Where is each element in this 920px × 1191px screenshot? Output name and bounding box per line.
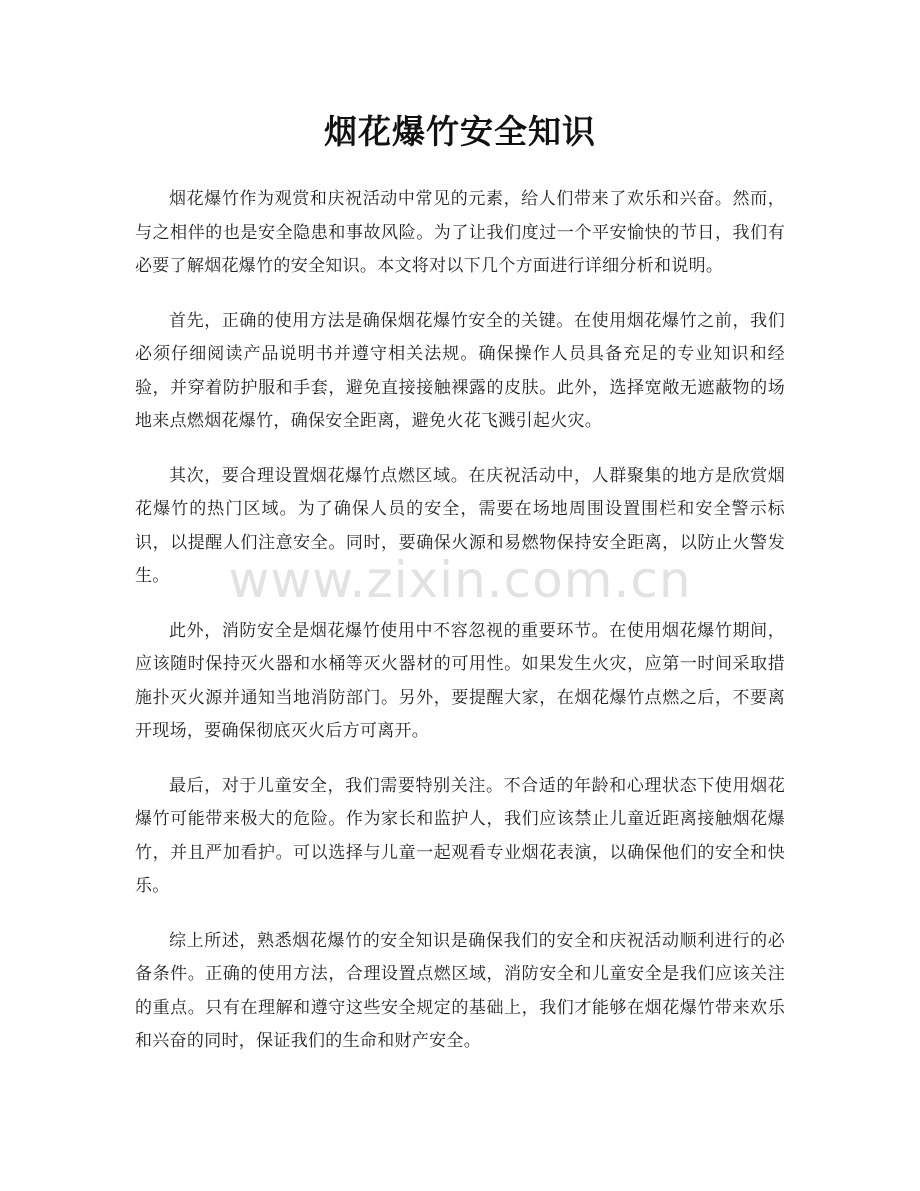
paragraph-fire-safety: 此外，消防安全是烟花爆竹使用中不容忽视的重要环节。在使用烟花爆竹期间，应该随时保持灭火器和水桶等灭火器材的可用性。如果发生火灾，应第一时间采取措施扑灭火源并通知当地消防部门。另外，要提醒大家，在烟花爆竹点燃之后，不要离开现场，要确保彻底灭火后方可离开。 [135, 620, 785, 741]
paragraph-intro: 烟花爆竹作为观赏和庆祝活动中常见的元素，给人们带来了欢乐和兴奋。然而，与之相伴的也是安全隐患和事故风险。为了让我们度过一个平安愉快的节日，我们有必要了解烟花爆竹的安全知识。本文将对以下几个方面进行详细分析和说明。 [135, 189, 785, 276]
document-title: 烟花爆竹安全知识 [324, 112, 596, 151]
paragraph-conclusion: 综上所述，熟悉烟花爆竹的安全知识是确保我们的安全和庆祝活动顺利进行的必备条件。正确的使用方法，合理设置点燃区域，消防安全和儿童安全是我们应该关注的重点。只有在理解和遵守这些安全规定的基础上，我们才能够在烟花爆竹带来欢乐和兴奋的同时，保证我们的生命和财产安全。 [135, 930, 785, 1051]
paragraph-usage: 首先，正确的使用方法是确保烟花爆竹安全的关键。在使用烟花爆竹之前，我们必须仔细阅读产品说明书并遵守相关法规。确保操作人员具备充足的专业知识和经验，并穿着防护服和手套，避免直接接触裸露的皮肤。此外，选择宽敞无遮蔽物的场地来点燃烟花爆竹，确保安全距离，避免火花飞溅引起火灾。 [135, 310, 785, 431]
paragraph-child-safety: 最后，对于儿童安全，我们需要特别关注。不合适的年龄和心理状态下使用烟花爆竹可能带来极大的危险。作为家长和监护人，我们应该禁止儿童近距离接触烟花爆竹，并且严加看护。可以选择与儿童一起观看专业烟花表演，以确保他们的安全和快乐。 [135, 775, 785, 896]
document-body [135, 183, 785, 1080]
paragraph-area: 其次，要合理设置烟花爆竹点燃区域。在庆祝活动中，人群聚集的地方是欣赏烟花爆竹的热门区域。为了确保人员的安全，需要在场地周围设置围栏和安全警示标识，以提醒人们注意安全。同时，要确保火源和易燃物保持安全距离，以防止火警发生。 [135, 465, 785, 586]
watermark: www.zixin.com.cn [228, 551, 692, 609]
